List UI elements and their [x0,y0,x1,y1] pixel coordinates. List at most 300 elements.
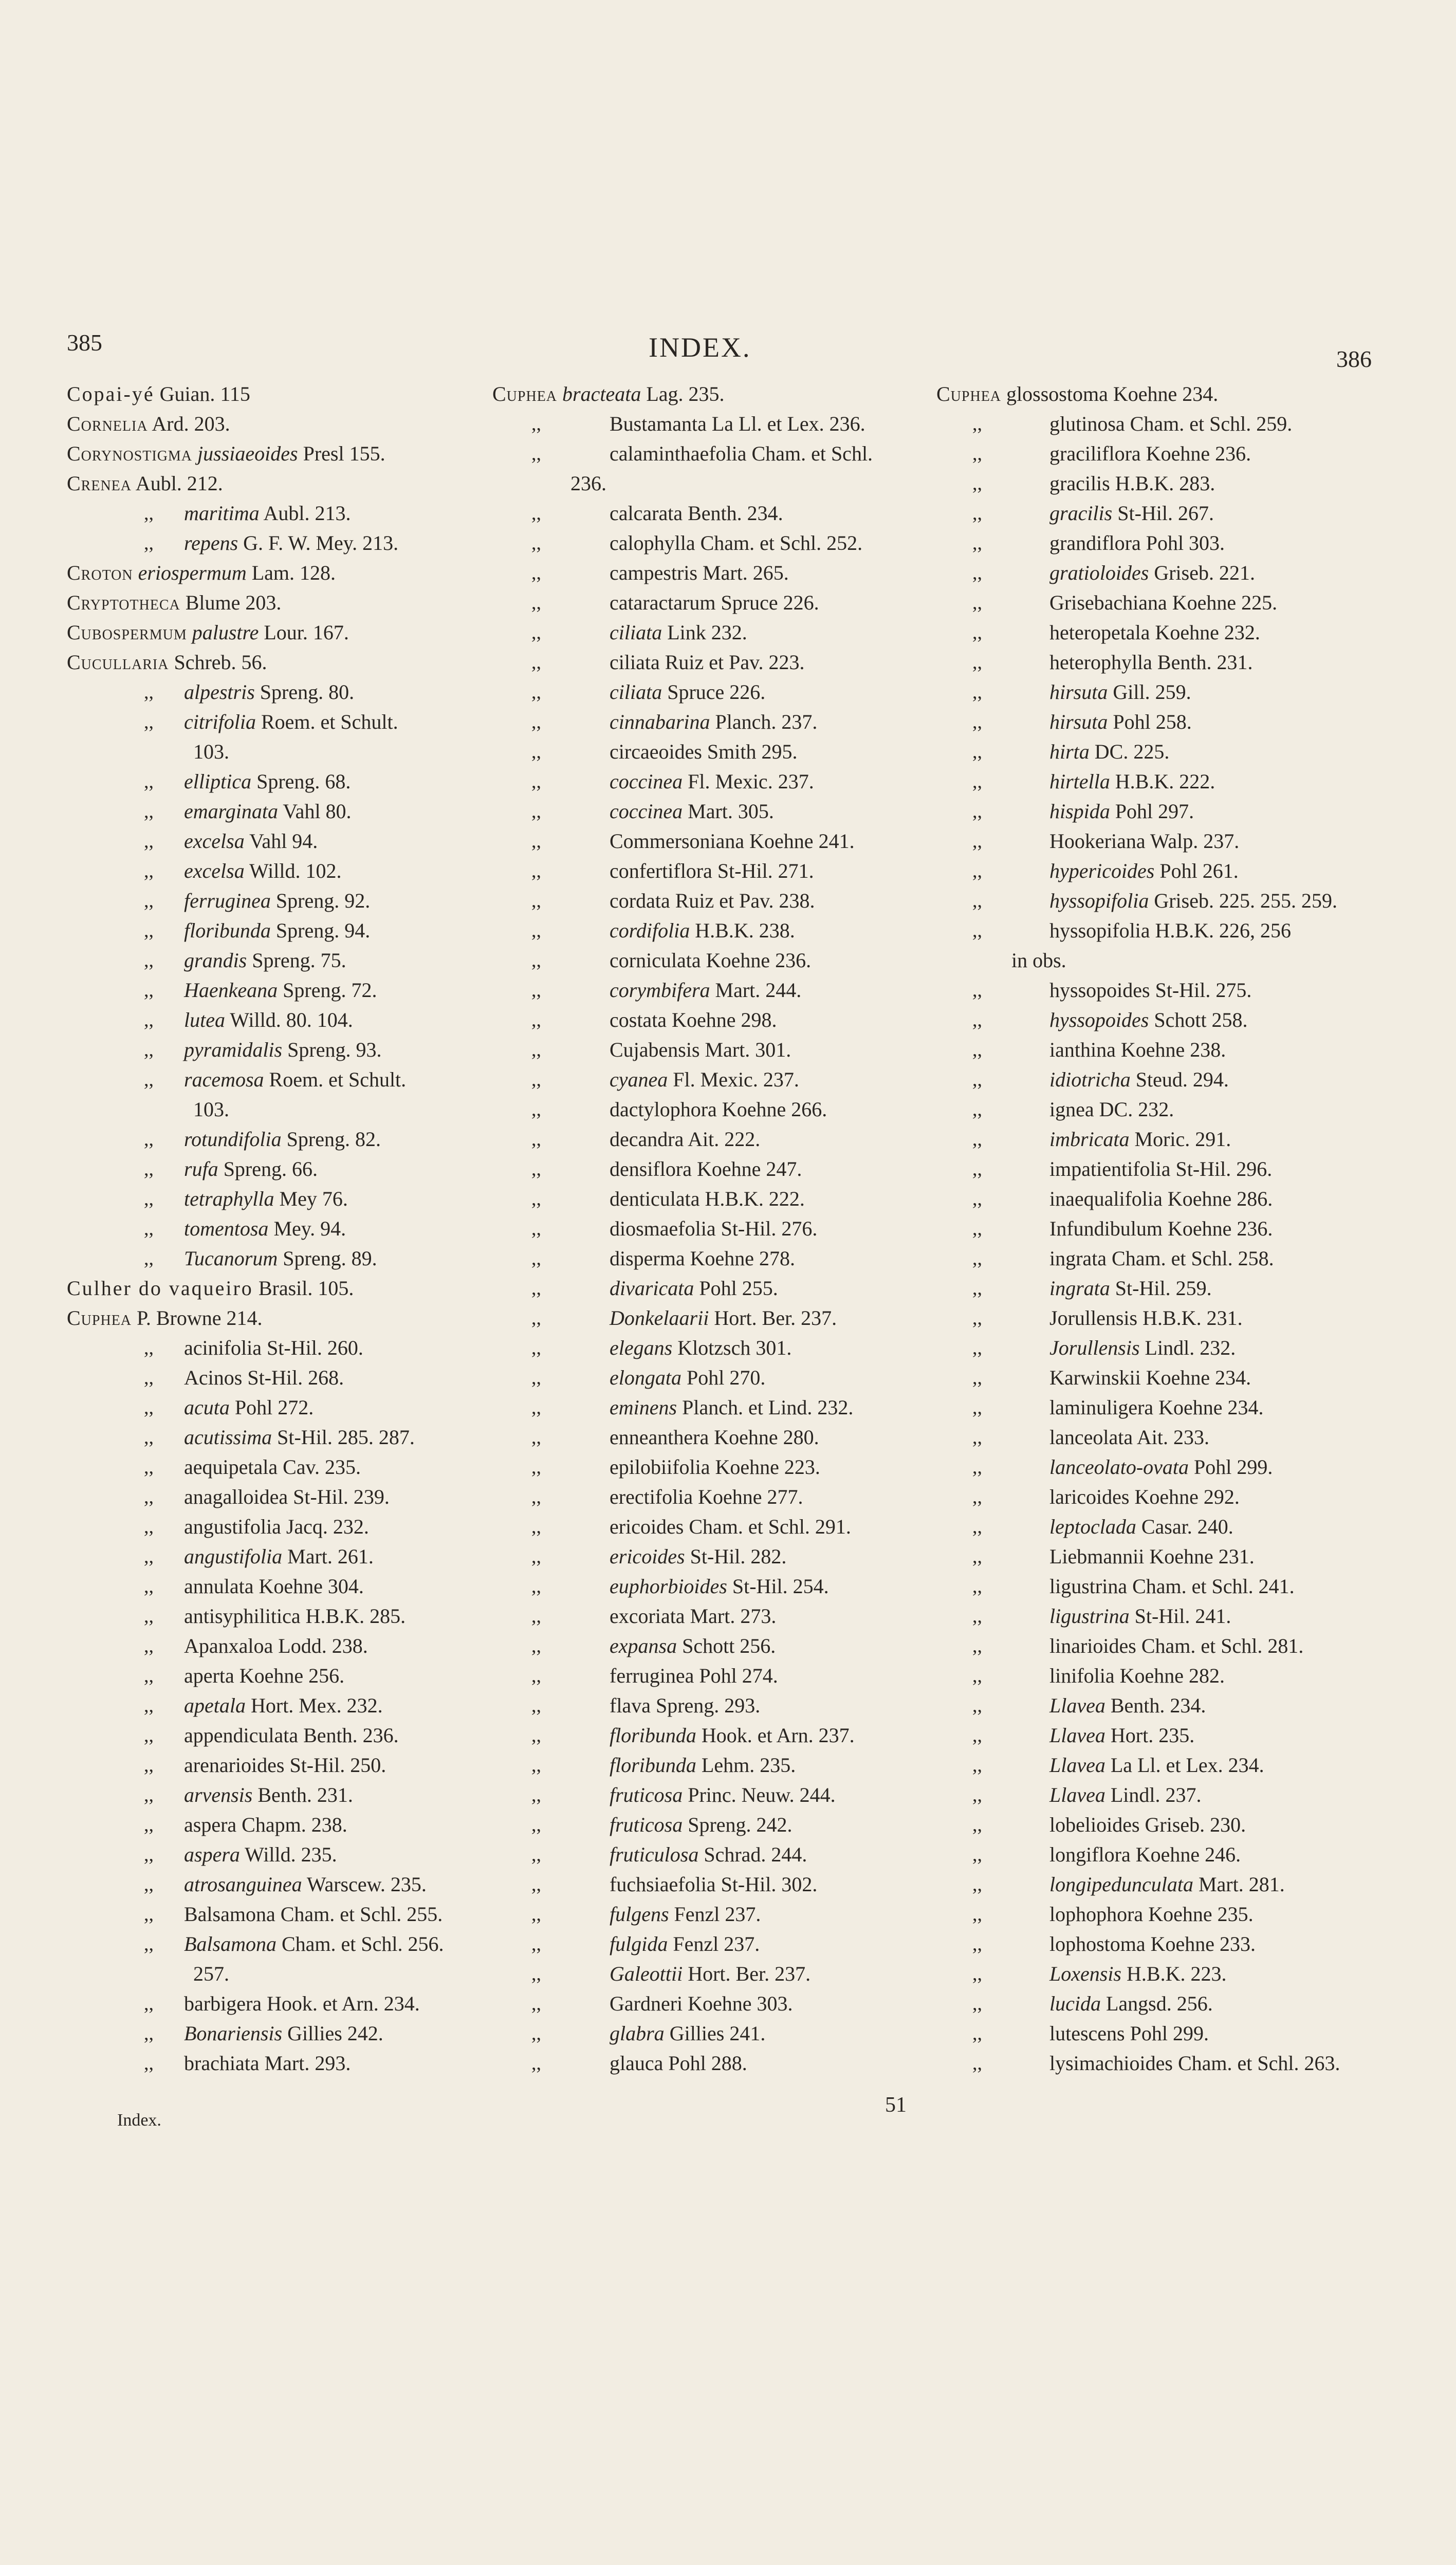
index-entry [936,1989,1378,2019]
entry-text: Pohl 255. [694,1277,778,1300]
index-entry [67,1274,478,1303]
index-entry [936,1542,1378,1572]
ditto-mark: ,, [531,1725,541,1746]
entry-text: cordata Ruiz et Pav. 238. [610,889,815,912]
index-entry [492,1095,924,1124]
index-entry [936,1870,1378,1899]
ditto-mark: ,, [144,503,154,524]
entry-text: Hort. Mex. 232. [245,1694,383,1717]
index-entry [67,1154,478,1184]
species-name-italic: ciliata [610,680,662,704]
entry-text: H.B.K. 222. [1110,770,1215,793]
species-name-italic: Balsamona [184,1932,277,1955]
entry-text: enneanthera Koehne 280. [610,1426,819,1449]
entry-text: Planch. et Lind. 232. [677,1396,854,1419]
index-entry [936,1184,1378,1214]
species-name-italic: coccinea [610,800,683,823]
ditto-mark: ,, [972,681,982,703]
ditto-mark: ,, [972,1784,982,1806]
species-name-italic: repens [184,531,238,555]
entry-text: corniculata Koehne 236. [610,949,812,972]
species-name-italic: Haenkeana [184,979,278,1002]
ditto-mark: ,, [972,980,982,1001]
entry-text: Planch. 237. [710,710,818,733]
index-entry [936,379,1378,409]
entry-text: Willd. 235. [239,1843,337,1866]
genus-name: Cucullaria [67,651,169,674]
index-entry [67,2019,478,2049]
species-name-italic: elegans [610,1336,673,1359]
ditto-mark: ,, [531,1516,541,1538]
index-entry [936,1959,1378,1989]
ditto-mark: ,, [144,831,154,852]
entry-text: Gardneri Koehne 303. [610,1992,793,2015]
ditto-mark: ,, [531,801,541,822]
species-name-italic: Galeottii [610,1962,683,1985]
entry-text: cataractarum Spruce 226. [610,591,819,614]
ditto-mark: ,, [972,771,982,792]
index-entry [936,1810,1378,1840]
ditto-mark: ,, [144,801,154,822]
index-entry [936,1899,1378,1929]
genus-name: Cubospermum [67,621,187,644]
species-name-italic: apetala [184,1694,246,1717]
species-name-italic: hirsuta [1049,710,1108,733]
entry-text: lysimachioides Cham. et Schl. 263. [1049,2052,1340,2075]
ditto-mark: ,, [972,1099,982,1120]
index-entry [936,1214,1378,1244]
entry-text: barbigera Hook. et Arn. 234. [184,1992,420,2015]
entry-text: campestris Mart. 265. [610,561,789,584]
index-entry [936,1780,1378,1810]
entry-text: ferruginea Pohl 274. [610,1664,778,1687]
species-name-italic: angustifolia [184,1545,283,1568]
entry-continuation: 257. [193,1962,229,1985]
ditto-mark: ,, [531,1158,541,1180]
species-name-italic: fruticosa [610,1783,683,1806]
entry-text: Acinos St-Hil. 268. [184,1366,344,1389]
ditto-mark: ,, [972,1248,982,1269]
entry-text: Roem. et Schult. [264,1068,407,1091]
index-entry [67,1095,478,1124]
index-entry [492,1780,924,1810]
ditto-mark: ,, [144,1039,154,1061]
page-number-left: 385 [67,329,102,356]
index-entry [67,1929,478,1959]
entry-text: denticulata H.B.K. 222. [610,1187,805,1210]
entry-text: epilobiifolia Koehne 223. [610,1455,820,1479]
entry-text: calcarata Benth. 234. [610,502,783,525]
genus-name: Crenea [67,472,132,495]
entry-text: Klotzsch 301. [672,1336,792,1359]
ditto-mark: ,, [972,503,982,524]
ditto-mark: ,, [144,950,154,971]
ditto-mark: ,, [144,1933,154,1955]
ditto-mark: ,, [972,1695,982,1717]
entry-text: longiflora Koehne 246. [1049,1843,1241,1866]
entry-text: Fenzl 237. [669,1903,761,1926]
index-entry [492,1393,924,1423]
entry-text: ianthina Koehne 238. [1049,1038,1226,1061]
ditto-mark: ,, [144,1129,154,1150]
entry-text: erectifolia Koehne 277. [610,1485,803,1508]
index-entry [492,1423,924,1452]
species-name-italic: lutea [184,1008,225,1031]
index-entry [936,1661,1378,1691]
index-entry [492,1810,924,1840]
index-entry [67,1482,478,1512]
index-entry [67,946,478,975]
ditto-mark: ,, [144,1546,154,1567]
index-entry [492,886,924,916]
entry-text: Roem. et Schult. [256,710,398,733]
species-name-italic: citrifolia [184,710,256,733]
entry-text: Gillies 241. [664,2022,766,2045]
ditto-mark: ,, [972,860,982,882]
index-entry [67,1005,478,1035]
index-entry [936,1333,1378,1363]
species-name-italic: Llavea [1049,1783,1105,1806]
entry-text: linifolia Koehne 282. [1049,1664,1225,1687]
index-entry [492,1512,924,1542]
entry-text: glutinosa Cham. et Schl. 259. [1049,412,1293,435]
ditto-mark: ,, [531,920,541,942]
entry-text: Spreng. 93. [282,1038,382,1061]
entry-text: Pohl 299. [1189,1455,1273,1479]
index-entry [936,975,1378,1005]
species-name-italic: ericoides [610,1545,685,1568]
index-entry [67,409,478,439]
entry-text: lophostoma Koehne 233. [1049,1932,1256,1955]
species-name-italic: floribunda [184,919,271,942]
index-entry [67,439,478,469]
ditto-mark: ,, [144,1576,154,1597]
ditto-mark: ,, [144,2023,154,2044]
entry-text: Spreng. 66. [218,1157,318,1180]
entry-text: Willd. 102. [244,859,342,882]
index-entry [492,1005,924,1035]
ditto-mark: ,, [972,1188,982,1210]
index-entry [492,946,924,975]
index-entry [67,767,478,797]
ditto-mark: ,, [531,1576,541,1597]
ditto-mark: ,, [144,1486,154,1508]
index-entry [936,1840,1378,1870]
entry-text: antisyphilitica H.B.K. 285. [184,1604,406,1628]
index-entry [492,1154,924,1184]
entry-text: Hort. 235. [1105,1724,1195,1747]
entry-text: Spreng. 80. [254,680,355,704]
ditto-mark: ,, [972,2023,982,2044]
species-name-italic: elliptica [184,770,252,793]
ditto-mark: ,, [531,1486,541,1508]
index-entry [936,1274,1378,1303]
species-name-italic: glabra [610,2022,665,2045]
ditto-mark: ,, [531,1963,541,1985]
entry-text: excoriata Mart. 273. [610,1604,777,1628]
index-entry [67,1899,478,1929]
ditto-mark: ,, [531,2023,541,2044]
ditto-mark: ,, [144,1695,154,1717]
entry-text: Princ. Neuw. 244. [683,1783,836,1806]
entry-text: Lindl. 237. [1105,1783,1202,1806]
entry-text: Mey 76. [274,1187,348,1210]
ditto-mark: ,, [972,1755,982,1776]
species-name-italic: floribunda [610,1754,696,1777]
species-name-italic: ferruginea [184,889,271,912]
index-entry [936,1452,1378,1482]
species-name-italic: corymbifera [610,979,710,1002]
entry-text: ciliata Ruiz et Pav. 223. [610,651,805,674]
entry-text: Spreng. 72. [278,979,377,1002]
species-name-italic: rufa [184,1157,218,1180]
index-entry [492,1899,924,1929]
entry-text: Mart. 261. [282,1545,374,1568]
ditto-mark: ,, [972,532,982,554]
entry-text: annulata Koehne 304. [184,1575,364,1598]
ditto-mark: ,, [531,1129,541,1150]
index-entry [67,1661,478,1691]
index-entry [492,528,924,558]
index-entry [492,618,924,648]
entry-text: St-Hil. 282. [685,1545,787,1568]
entry-text: laminuligera Koehne 234. [1049,1396,1264,1419]
entry-text: appendiculata Benth. 236. [184,1724,399,1747]
entry-text: Griseb. 221. [1149,561,1255,584]
entry-text: Spreng. 89. [278,1247,377,1270]
ditto-mark: ,, [531,771,541,792]
entry-text: Vahl 94. [244,829,318,853]
index-entry [67,916,478,946]
entry-text: St-Hil. 241. [1129,1604,1231,1628]
ditto-mark: ,, [972,1486,982,1508]
ditto-mark: ,, [972,711,982,733]
species-name-italic: Loxensis [1049,1962,1121,1985]
species-name-italic: jussiaeoides [192,442,298,465]
ditto-mark: ,, [972,831,982,852]
genus-name: Cryptotheca [67,591,180,614]
index-entry [936,826,1378,856]
index-entry [936,2049,1378,2078]
page-title: INDEX. [649,332,751,363]
index-entry [67,797,478,826]
entry-text: glauca Pohl 288. [610,2052,747,2075]
entry-text: lobelioides Griseb. 230. [1049,1813,1246,1836]
ditto-mark: ,, [144,1665,154,1687]
index-entry [936,409,1378,439]
entry-text: brachiata Mart. 293. [184,2052,351,2075]
species-name-italic: hyssopifolia [1049,889,1149,912]
species-name-italic: emarginata [184,800,278,823]
index-entry [492,439,924,469]
genus-name: Cornelia [67,412,148,435]
entry-text: Casar. 240. [1136,1515,1233,1538]
entry-text: Lam. 128. [246,561,336,584]
entry-text: confertiflora St-Hil. 271. [610,859,814,882]
index-entry [936,528,1378,558]
species-name-italic: aspera [184,1843,240,1866]
entry-text: Fl. Mexic. 237. [683,770,814,793]
ditto-mark: ,, [972,592,982,614]
entry-text: Link 232. [662,621,747,644]
species-name-italic: Bonariensis [184,2022,283,2045]
entry-text: Gill. 259. [1108,680,1191,704]
index-entry [492,1840,924,1870]
species-name-italic: Tucanorum [184,1247,278,1270]
entry-text: angustifolia Jacq. 232. [184,1515,369,1538]
ditto-mark: ,, [972,562,982,584]
entry-text: Lehm. 235. [696,1754,796,1777]
ditto-mark: ,, [972,920,982,942]
ditto-mark: ,, [531,1039,541,1061]
ditto-mark: ,, [972,1874,982,1895]
entry-text: Blume 203. [180,591,282,614]
ditto-mark: ,, [531,1784,541,1806]
entry-text: Spreng. 75. [247,949,346,972]
ditto-mark: ,, [972,1516,982,1538]
ditto-mark: ,, [531,1069,541,1091]
species-name-italic: hirtella [1049,770,1110,793]
index-entry [67,856,478,886]
index-entry [67,1065,478,1095]
index-entry [67,1840,478,1870]
entry-text: Schott 256. [677,1634,776,1657]
entry-text: Fenzl 237. [668,1932,760,1955]
index-entry [492,826,924,856]
index-entry [67,528,478,558]
ditto-mark: ,, [972,741,982,763]
index-entry [67,1363,478,1393]
entry-text: Spruce 226. [662,680,766,704]
index-entry [492,648,924,677]
index-entry [492,1721,924,1750]
ditto-mark: ,, [972,2053,982,2074]
species-name-italic: lanceolato-ovata [1049,1455,1189,1479]
species-name-italic: cinnabarina [610,710,710,733]
entry-text: Lour. 167. [259,621,349,644]
ditto-mark: ,, [531,1218,541,1240]
footer-label: Index. [117,2111,161,2130]
index-entry [492,499,924,528]
index-entry [492,767,924,797]
species-name-italic: ligustrina [1049,1604,1130,1628]
species-name-italic: eriospermum [133,561,247,584]
entry-text: Ard. 203. [148,412,230,435]
index-entry [67,648,478,677]
ditto-mark: ,, [144,890,154,912]
index-entry [67,1303,478,1333]
genus-name: Copai-yé [67,382,155,405]
index-entry [936,1482,1378,1512]
species-name-italic: fulgida [610,1932,668,1955]
entry-text: Presl 155. [298,442,385,465]
entry-text: Infundibulum Koehne 236. [1049,1217,1273,1240]
ditto-mark: ,, [531,1248,541,1269]
ditto-mark: ,, [531,1456,541,1478]
index-entry [67,707,478,737]
index-entry [492,1542,924,1572]
index-entry [936,648,1378,677]
ditto-mark: ,, [144,1516,154,1538]
entry-text: Karwinskii Koehne 234. [1049,1366,1251,1389]
ditto-mark: ,, [972,1546,982,1567]
ditto-mark: ,, [972,1904,982,1925]
index-entry [936,767,1378,797]
ditto-mark: ,, [531,652,541,673]
ditto-mark: ,, [972,1993,982,2015]
index-entry [67,826,478,856]
entry-text: calophylla Cham. et Schl. 252. [610,531,863,555]
species-name-italic: longipedunculata [1049,1873,1193,1896]
index-entry [67,1184,478,1214]
index-entry [67,588,478,618]
index-entry [67,1780,478,1810]
ditto-mark: ,, [144,1248,154,1269]
index-entry [492,1184,924,1214]
ditto-mark: ,, [144,2053,154,2074]
species-name-italic: hypericoides [1049,859,1155,882]
index-entry [67,737,478,767]
index-entry [67,1214,478,1244]
index-entry [67,558,478,588]
index-entry [67,1512,478,1542]
entry-text: impatientifolia St-Hil. 296. [1049,1157,1273,1180]
entry-text: Schott 258. [1149,1008,1248,1031]
index-entry [67,1452,478,1482]
index-entry [936,1631,1378,1661]
ditto-mark: ,, [531,443,541,465]
entry-text: La Ll. et Lex. 234. [1105,1754,1264,1777]
genus-name: Culher do vaqueiro [67,1277,253,1300]
species-name-italic: Donkelaarii [610,1306,709,1330]
species-name-italic: Jorullensis [1049,1336,1140,1359]
ditto-mark: ,, [144,532,154,554]
index-entry [67,1691,478,1721]
ditto-mark: ,, [972,1635,982,1657]
genus-name: Corynostigma [67,442,193,465]
ditto-mark: ,, [972,1933,982,1955]
entry-text: Hookeriana Walp. 237. [1049,829,1240,853]
ditto-mark: ,, [972,1427,982,1448]
ditto-mark: ,, [144,1814,154,1836]
ditto-mark: ,, [972,1278,982,1299]
index-entry [492,797,924,826]
species-name-italic: acuta [184,1396,230,1419]
index-column-2 [492,379,924,2078]
index-entry [936,1601,1378,1631]
species-name-italic: elongata [610,1366,681,1389]
index-entry [936,1691,1378,1721]
index-entry [67,1989,478,2019]
ditto-mark: ,, [144,920,154,942]
entry-text: St-Hil. 259. [1110,1277,1212,1300]
ditto-mark: ,, [972,1367,982,1389]
entry-text: Liebmannii Koehne 231. [1049,1545,1255,1568]
ditto-mark: ,, [531,980,541,1001]
index-entry [492,856,924,886]
entry-text: Cujabensis Mart. 301. [610,1038,791,1061]
species-name-italic: atrosanguinea [184,1873,302,1896]
ditto-mark: ,, [531,860,541,882]
species-name-italic: cordifolia [610,919,690,942]
entry-text: diosmaefolia St-Hil. 276. [610,1217,818,1240]
ditto-mark: ,, [972,1963,982,1985]
species-name-italic: hyssopoides [1049,1008,1149,1031]
index-entry [67,1393,478,1423]
species-name-italic: acutissima [184,1426,272,1449]
ditto-mark: ,, [972,1665,982,1687]
index-entry [492,1124,924,1154]
